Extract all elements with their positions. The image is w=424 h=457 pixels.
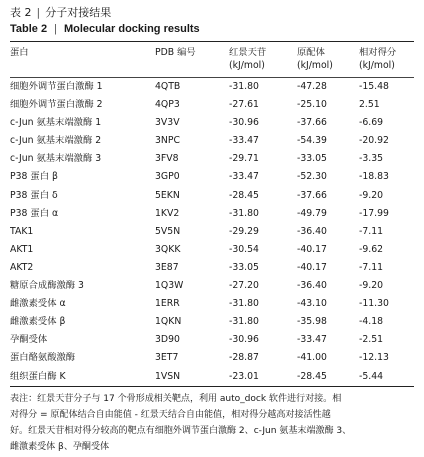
column-header-ligand: 原配体 (kJ/mol) — [297, 47, 333, 71]
cell-protein: TAK1 — [10, 225, 34, 237]
cell-salidroside-energy: -31.80 — [229, 316, 259, 328]
table-label-cn: 表 2 — [10, 6, 32, 19]
cell-salidroside-energy: -30.54 — [229, 243, 259, 255]
cell-protein: 蛋白酪氨酸激酶 — [10, 352, 76, 364]
table-row — [10, 313, 414, 331]
table-row — [10, 295, 414, 313]
cell-protein: 细胞外调节蛋白激酶 2 — [10, 99, 103, 111]
docking-results-table — [10, 42, 414, 387]
cell-ligand-energy: -28.45 — [293, 368, 355, 387]
cell-protein: c-Jun 氨基末端激酶 2 — [10, 135, 102, 147]
cell-relative-score: -12.13 — [359, 352, 389, 364]
cell-protein: 组织蛋白酶 K — [10, 368, 155, 387]
cell-ligand-energy: -25.10 — [297, 99, 327, 111]
cell-ligand-energy: -35.98 — [297, 316, 327, 328]
table-row — [10, 78, 414, 97]
cell-relative-score: -4.18 — [359, 316, 384, 328]
column-header-salidroside: 红景天苷 (kJ/mol) — [229, 47, 267, 71]
cell-pdb-id: 5V5N — [155, 225, 181, 237]
cell-ligand-energy: -43.10 — [297, 298, 327, 310]
cell-relative-score: -2.51 — [359, 334, 384, 346]
cell-relative-score: -18.83 — [359, 171, 389, 183]
cell-ligand-energy: -49.79 — [297, 207, 327, 219]
table-row — [10, 187, 414, 205]
cell-salidroside-energy: -31.80 — [229, 207, 259, 219]
cell-ligand-energy: -54.39 — [297, 135, 327, 147]
table-row — [10, 205, 414, 223]
cell-protein: AKT1 — [10, 243, 34, 255]
column-header-pdb: PDB 编号 — [155, 47, 196, 58]
cell-relative-score: -9.20 — [359, 189, 384, 201]
cell-pdb-id: 3NPC — [155, 135, 180, 147]
cell-ligand-energy: -36.40 — [297, 225, 327, 237]
cell-pdb-id: 1QKN — [155, 316, 182, 328]
cell-relative-score: -7.11 — [359, 225, 384, 237]
cell-salidroside-energy: -33.05 — [229, 261, 259, 273]
cell-relative-score: -15.48 — [359, 81, 389, 92]
table-caption-en — [10, 22, 414, 36]
cell-protein: c-Jun 氨基末端激酶 1 — [10, 117, 102, 129]
cell-pdb-id: 3D90 — [155, 334, 180, 346]
cell-salidroside-energy: -33.47 — [229, 135, 259, 147]
cell-protein: 糖原合成酶激酶 3 — [10, 280, 84, 292]
cell-pdb-id: 3ET7 — [155, 352, 179, 364]
cell-salidroside-energy: -31.80 — [229, 81, 259, 92]
cell-relative-score: -3.35 — [359, 153, 384, 165]
table-row — [10, 114, 414, 132]
note-line: 对得分 = 原配体结合自由能值 - 红景天结合自由能值，相对得分越高对接活性越 — [10, 409, 331, 420]
cell-pdb-id: 1KV2 — [155, 207, 180, 219]
cell-salidroside-energy: -23.01 — [225, 368, 293, 387]
cell-salidroside-energy: -30.96 — [229, 117, 259, 129]
cell-ligand-energy: -33.47 — [297, 334, 327, 346]
cell-ligand-energy: -37.66 — [297, 117, 327, 129]
cell-pdb-id: 4QTB — [155, 81, 181, 92]
table-caption-cn — [10, 6, 414, 20]
cell-salidroside-energy: -28.45 — [229, 189, 259, 201]
table-row — [10, 168, 414, 186]
cell-protein: P38 蛋白 α — [10, 207, 59, 219]
column-header-protein: 蛋白 — [10, 47, 29, 58]
table-note — [10, 391, 414, 455]
cell-protein: 细胞外调节蛋白激酶 1 — [10, 81, 103, 92]
cell-pdb-id: 3V3V — [155, 117, 180, 129]
cell-ligand-energy: -37.66 — [297, 189, 327, 201]
cell-salidroside-energy: -30.96 — [229, 334, 259, 346]
column-header-relative-score: 相对得分 (kJ/mol) — [359, 47, 397, 71]
caption-separator-en: | — [54, 23, 57, 35]
cell-protein: 孕酮受体 — [10, 334, 48, 346]
cell-ligand-energy: -33.05 — [297, 153, 327, 165]
table-row — [10, 223, 414, 241]
cell-ligand-energy: -47.28 — [297, 81, 327, 92]
cell-salidroside-energy: -33.47 — [229, 171, 259, 183]
cell-ligand-energy: -40.17 — [297, 261, 327, 273]
table-title-cn: 分子对接结果 — [45, 6, 112, 19]
cell-relative-score: 2.51 — [359, 99, 380, 111]
cell-pdb-id: 3FV8 — [155, 153, 179, 165]
table-label-en: Table 2 — [10, 23, 48, 35]
cell-pdb-id: 3GP0 — [155, 171, 180, 183]
cell-relative-score: -11.30 — [359, 298, 389, 310]
cell-protein: 雌激素受体 α — [10, 298, 66, 310]
cell-salidroside-energy: -31.80 — [229, 298, 259, 310]
cell-relative-score: -20.92 — [359, 135, 389, 147]
note-line: 表注：红景天苷分子与 17 个骨形成相关靶点，利用 auto_dock 软件进行对接。相 — [10, 393, 342, 404]
cell-relative-score: -5.44 — [355, 368, 414, 387]
cell-ligand-energy: -41.00 — [297, 352, 327, 364]
cell-relative-score: -9.20 — [359, 280, 384, 292]
cell-pdb-id: 1ERR — [155, 298, 180, 310]
cell-pdb-id: 5EKN — [155, 189, 180, 201]
cell-protein: AKT2 — [10, 261, 34, 273]
cell-protein: 雌激素受体 β — [10, 316, 66, 328]
cell-relative-score: -17.99 — [359, 207, 389, 219]
cell-pdb-id: 3QKK — [155, 243, 181, 255]
cell-salidroside-energy: -29.29 — [229, 225, 259, 237]
table-row — [10, 96, 414, 114]
cell-salidroside-energy: -27.61 — [229, 99, 259, 111]
cell-protein: P38 蛋白 δ — [10, 189, 58, 201]
cell-salidroside-energy: -27.20 — [229, 280, 259, 292]
table-row — [10, 259, 414, 277]
cell-ligand-energy: -52.30 — [297, 171, 327, 183]
cell-relative-score: -6.69 — [359, 117, 384, 129]
cell-salidroside-energy: -29.71 — [229, 153, 259, 165]
cell-pdb-id: 1Q3W — [155, 280, 184, 292]
table-row — [10, 150, 414, 168]
note-line: 雌激素受体 β、孕酮受体 — [10, 441, 110, 452]
cell-ligand-energy: -40.17 — [297, 243, 327, 255]
table-title-en: Molecular docking results — [63, 23, 200, 35]
cell-relative-score: -7.11 — [359, 261, 384, 273]
table-row — [10, 132, 414, 150]
caption-separator: | — [36, 6, 41, 19]
table-row — [10, 349, 414, 367]
cell-ligand-energy: -36.40 — [297, 280, 327, 292]
cell-protein: P38 蛋白 β — [10, 171, 58, 183]
cell-relative-score: -9.62 — [359, 243, 384, 255]
cell-pdb-id: 1VSN — [155, 368, 225, 387]
table-row — [10, 277, 414, 295]
table-row — [10, 368, 414, 387]
table-row — [10, 241, 414, 259]
table-body — [10, 78, 414, 387]
table-header-row — [10, 42, 414, 78]
cell-pdb-id: 4QP3 — [155, 99, 180, 111]
cell-salidroside-energy: -28.87 — [229, 352, 259, 364]
cell-pdb-id: 3E87 — [155, 261, 179, 273]
cell-protein: c-Jun 氨基末端激酶 3 — [10, 153, 102, 165]
table-row — [10, 331, 414, 349]
note-line: 好。红景天苷相对得分较高的靶点有细胞外调节蛋白激酶 2、c-Jun 氨基末端激酶 3、 — [10, 425, 352, 436]
